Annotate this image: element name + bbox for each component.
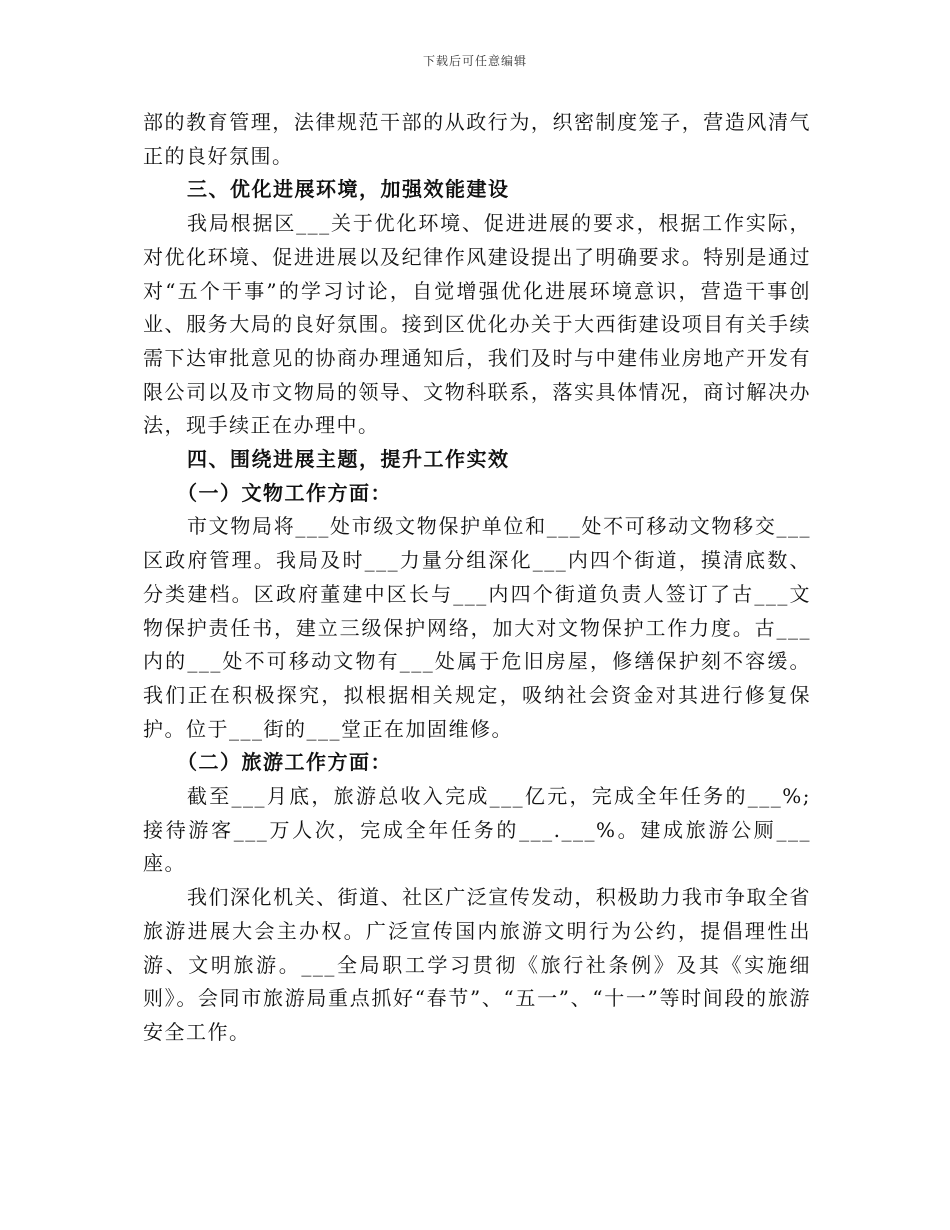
paragraph-environment: 我局根据区___关于优化环境、促进进展的要求，根据工作实际，对优化环境、促进进展以及纪律作风建设提出了明确要求。特别是通过对“五个干事”的学习讨论，自觉增强优化进展环境意识，营造干事创业、服务大局的良好氛围。接到区优化办关于大西街建设项目有关手续需下达审批意见的协商办理通知后，我们及时与中建伟业房地产开发有限公司以及市文物局的领导、文物科联系，落实具体情况，商讨解决办法，现手续正在办理中。 (143, 211, 811, 438)
paragraph-continuation: 部的教育管理，法律规范干部的从政行为，织密制度笼子，营造风清气正的良好氛围。 (143, 110, 811, 168)
subheading-cultural-relics: （一）文物工作方面： (177, 480, 392, 505)
subheading-tourism: （二）旅游工作方面： (177, 750, 392, 775)
section-heading-4: 四、围绕进展主题，提升工作实效 (187, 447, 510, 472)
paragraph-tourism-stats: 截至___月底，旅游总收入完成___亿元，完成全年任务的___%;接待游客___万人次，完成全年任务的___.___%。建成旅游公厕___座。 (143, 784, 811, 876)
section-heading-3: 三、优化进展环境，加强效能建设 (187, 177, 510, 202)
paragraph-tourism-promotion: 我们深化机关、街道、社区广泛宣传发动，积极助力我市争取全省旅游进展大会主办权。广泛宣传国内旅游文明行为公约，提倡理性出游、文明旅游。___全局职工学习贯彻《旅行社条例》及其《实施细则》。会同市旅游局重点抓好“春节”、“五一”、“十一”等时间段的旅游安全工作。 (143, 885, 811, 1044)
paragraph-cultural-relics: 市文物局将___处市级文物保护单位和___处不可移动文物移交___区政府管理。我局及时___力量分组深化___内四个街道，摸清底数、分类建档。区政府董建中区长与___内四个街道负责人签订了古___文物保护责任书，建立三级保护网络，加大对文物保护工作力度。古___内的___处不可移动文物有___处属于危旧房屋，修缮保护刻不容缓。我们正在积极探究，拟根据相关规定，吸纳社会资金对其进行修复保护。位于___街的___堂正在加固维修。 (143, 514, 811, 741)
document-body (143, 106, 811, 1050)
page-header-note: 下载后可任意编辑 (422, 54, 527, 68)
